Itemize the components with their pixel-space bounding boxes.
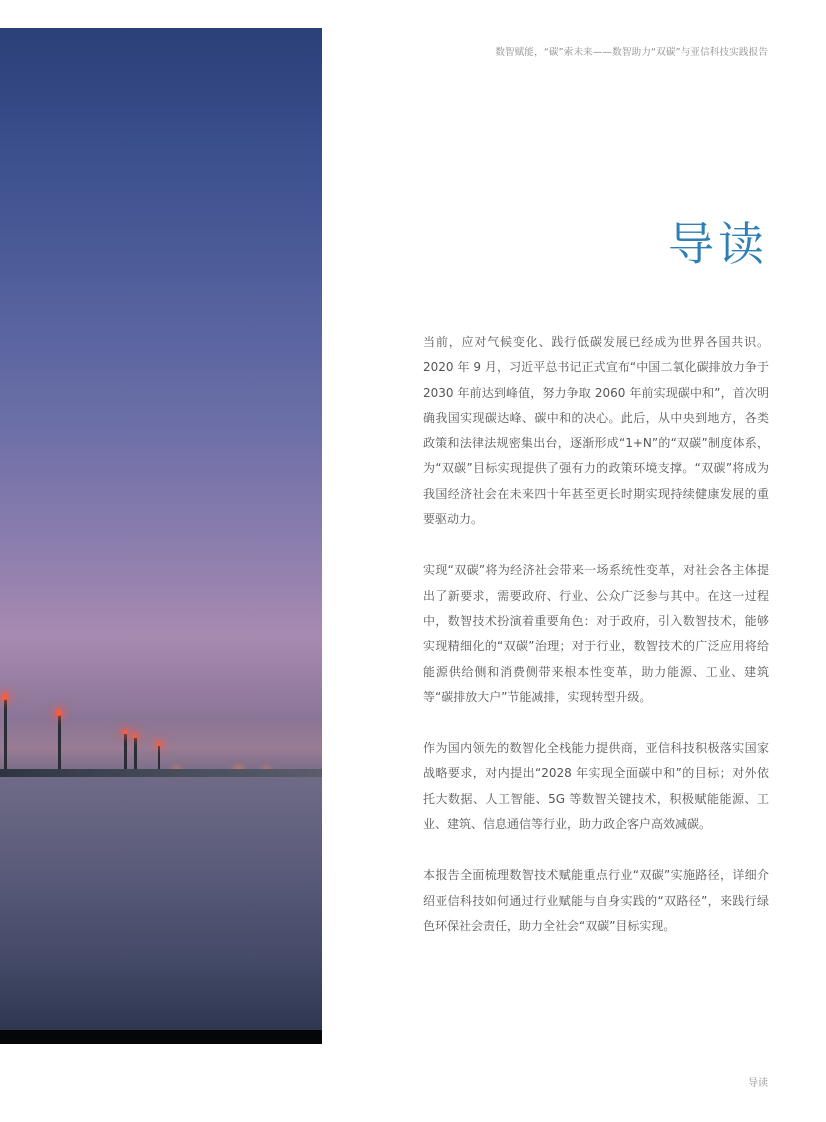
running-header: 数智赋能，“碳”索未来——数智助力“双碳”与亚信科技实践报告 <box>495 47 768 58</box>
wind-turbine-icon <box>130 736 140 772</box>
page-title: 导读 <box>668 217 768 271</box>
footer-section-label: 导读 <box>748 1078 768 1089</box>
cover-photo-wind-turbines <box>0 28 322 1044</box>
paragraph: 作为国内领先的数智化全栈能力提供商，亚信科技积极落实国家战略要求，对内提出“2028 年实现全面碳中和”的目标；对外依托大数据、人工智能、5G 等数智关键技术，积极赋能能源、工业、建筑、信息通信等行业，助力政企客户高效减碳。 <box>423 741 769 832</box>
paragraph: 当前，应对气候变化、践行低碳发展已经成为世界各国共识。2020 年 9 月，习近平总书记正式宣布“中国二氧化碳排放力争于 2030 年前达到峰值，努力争取 2060 年前实现碳中和”，首次明确我国实现碳达峰、碳中和的决心。此后，从中央到地方，各类政策和法律法规密集出台，逐渐形成“1+N”的“双碳”制度体系，为“双碳”目标实现提供了强有力的政策环境支撑。“双碳”将成为我国经济社会在未来四十年甚至更长时期实现持续健康发展的重要驱动力。 <box>423 335 769 527</box>
water-surface <box>0 777 322 1032</box>
wind-turbine-icon <box>0 696 12 772</box>
paragraph: 本报告全面梳理数智技术赋能重点行业“双碳”实施路径，详细介绍亚信科技如何通过行业赋能与自身实践的“双路径”，来践行绿色环保社会责任，助力全社会“双碳”目标实现。 <box>423 868 769 933</box>
wind-turbine-icon <box>155 744 163 772</box>
wind-turbine-icon <box>120 732 130 772</box>
introduction-body <box>423 330 769 965</box>
wind-turbine-icon <box>52 712 66 772</box>
photo-bottom-band <box>0 1030 322 1044</box>
coastline <box>0 769 322 777</box>
paragraph: 实现“双碳”将为经济社会带来一场系统性变革，对社会各主体提出了新要求，需要政府、行业、公众广泛参与其中。在这一过程中，数智技术扮演着重要角色：对于政府，引入数智技术，能够实现精细化的“双碳”治理；对于行业，数智技术的广泛应用将给能源供给侧和消费侧带来根本性变革，助力能源、工业、建筑等“碳排放大户”节能减排，实现转型升级。 <box>423 563 769 704</box>
